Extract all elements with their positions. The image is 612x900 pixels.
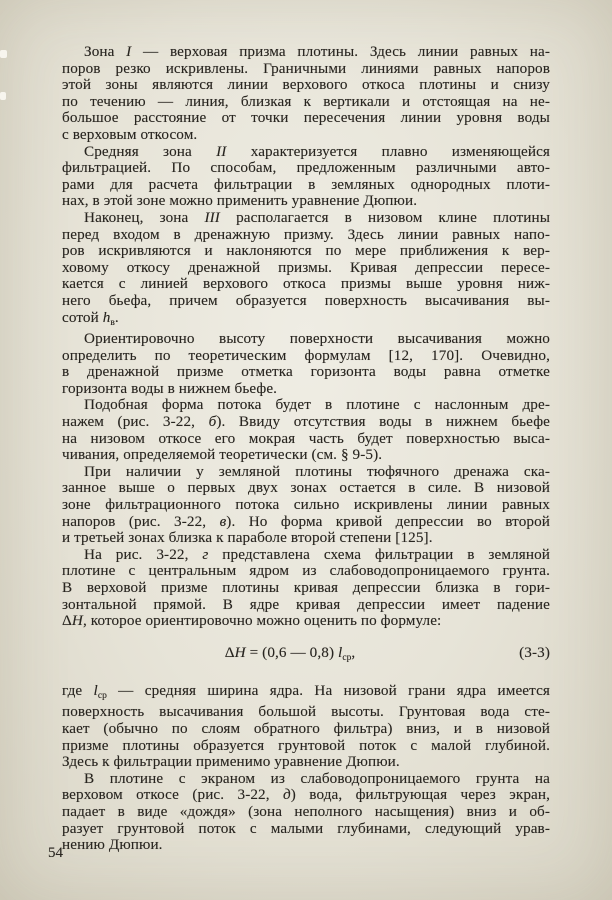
text-run: в дренажной призме отметка горизонта воды равна отметке: [62, 363, 550, 381]
text-run: на низовом откосе его мокрая часть будет поверхностью выса-: [62, 429, 550, 447]
page-number: 54: [48, 845, 63, 861]
text-run: II: [216, 142, 227, 160]
text-run: определить по теоретическим формулам [12, 170]. Очевидно,: [62, 346, 550, 364]
text-line: [62, 348, 550, 365]
text-run: верховом откосе (рис. 3-22,: [62, 786, 283, 804]
paragraph: [62, 44, 550, 144]
text-line: [62, 414, 550, 431]
text-line: [62, 77, 550, 94]
paragraph: [62, 397, 550, 463]
text-run: сотой: [62, 308, 103, 326]
text-run: При наличии у земляной плотины тюфячного дренажа ска-: [84, 462, 550, 480]
text-line: [62, 480, 550, 497]
text-run: — верховая призма плотины. Здесь линии равных на-: [131, 43, 550, 60]
text-line: [62, 44, 550, 61]
text-run: III: [204, 208, 220, 226]
text-line: [62, 61, 550, 78]
text-line: [62, 787, 550, 804]
text-run: ср: [97, 690, 107, 701]
text-run: представлена схема фильтрации в земляной: [208, 545, 550, 563]
text-run: поров резко искривлены. Граничными линиями равных напоров: [62, 59, 550, 77]
text-line: [62, 243, 550, 260]
text-run: с верховым откосом.: [62, 125, 198, 143]
text-run: большое расстояние от точки пересечения линии уровня воды: [62, 109, 550, 127]
text-run: рами для расчета фильтрации в земляных однородных плоти-: [62, 175, 550, 193]
text-run: занное выше о первых двух зонах остается в силе. В низовой: [62, 479, 550, 497]
text-run: и третьей зонах близка к параболе второй степени [125].: [62, 529, 433, 547]
text-run: В плотине с экраном из слабоводопроницаемого грунта на: [84, 769, 550, 787]
text-run: ховому откосу дренажной призмы. Кривая депрессии пересе-: [62, 258, 550, 276]
text-line: [62, 177, 550, 194]
text-run: I: [126, 43, 132, 60]
text-line: [62, 837, 550, 854]
text-run: в: [219, 512, 227, 530]
text-line: [62, 547, 550, 564]
text-run: б: [208, 413, 217, 431]
text-line: [62, 293, 550, 310]
formula-body: [225, 644, 355, 661]
text-line: [62, 704, 550, 721]
text-line: [62, 193, 550, 210]
text-line: [62, 227, 550, 244]
text-line: [62, 580, 550, 597]
text-run: зонтальной прямой. В ядре кривая депрессии имеет падение: [62, 595, 550, 613]
text-run: г: [202, 545, 209, 563]
text-run: зоне фильтрационного потока сильно искривлены линии равных: [62, 496, 550, 514]
text-run: д: [282, 786, 291, 804]
formula: [62, 644, 550, 667]
paragraph: [62, 771, 550, 854]
text-run: перед входом в дренажную призму. Здесь линии равных напо-: [62, 225, 550, 243]
text-run: где: [62, 681, 94, 699]
text-run: Здесь к фильтрации применимо уравнение Дюпюи.: [62, 753, 400, 771]
text-run: — средняя ширина ядра. На низовой грани ядра имеется: [106, 681, 550, 699]
text-line: [62, 721, 550, 738]
text-run: Наконец, зона: [84, 208, 205, 226]
text-run: кается с линией верхового откоса призмы выше уровня ниж-: [62, 275, 550, 293]
text-run: нажем (рис. 3-22,: [62, 413, 209, 431]
text-run: l: [338, 643, 343, 661]
text-line: [62, 821, 550, 838]
text-line: [62, 683, 550, 705]
text-line: [62, 597, 550, 614]
text-line: [62, 94, 550, 111]
paragraph: [62, 331, 550, 397]
text-run: располагается в низовом клине плотины: [219, 208, 550, 226]
text-run: Δ: [62, 612, 72, 630]
text-run: характеризуется плавно изменяющейся: [226, 142, 550, 160]
text-run: Зона: [84, 43, 127, 60]
text-run: чивания, определяемой теоретически (см. § 9-5).: [62, 446, 383, 464]
text-run: поверхность высачивания большой высоты. Грунтовая вода сте-: [62, 703, 550, 721]
text-line: [62, 144, 550, 161]
text-line: [62, 381, 550, 398]
text-run: напоров (рис. 3-22,: [62, 512, 220, 530]
text-run: В верховой призме плотины кривая депрессии близка в гори-: [62, 579, 550, 596]
text-line: [62, 497, 550, 514]
text-run: ров искривляются и наклоняются по мере приближения к вер-: [62, 242, 550, 260]
text-line: [62, 210, 550, 227]
text-run: этой зоны являются линии верхового откоса плотины и снизу: [62, 76, 550, 94]
paragraph: [62, 547, 550, 630]
text-line: [62, 160, 550, 177]
text-run: ). Ввиду отсутствия воды в нижнем бьефе: [216, 413, 550, 431]
text-run: по течению — линия, близкая к вертикали и отстоящая на не-: [62, 92, 550, 110]
text-run: H: [234, 643, 246, 661]
text-run: Подобная форма потока будет в плотине с наслонным дре-: [84, 396, 550, 414]
text-line: [62, 804, 550, 821]
text-run: Ориентировочно высоту поверхности высачивания можно: [84, 330, 550, 348]
scan-artifact: [0, 92, 6, 100]
text-line: [62, 364, 550, 381]
text-line: [62, 110, 550, 127]
text-run: плотине с центральным ядром из слабоводопроницаемого грунта.: [62, 562, 550, 580]
text-line: [62, 563, 550, 580]
paragraph: [62, 210, 550, 331]
text-line: [62, 276, 550, 293]
text-run: в: [110, 317, 115, 328]
text-run: h: [102, 308, 111, 326]
text-run: = (0,6 — 0,8): [245, 643, 339, 661]
text-run: разует грунтовой поток с малыми глубинами, следующий урав-: [62, 819, 550, 837]
text-run: нению Дюпюи.: [62, 836, 163, 854]
text-line: [62, 127, 550, 144]
text-run: ср: [342, 652, 352, 663]
paragraph: [62, 464, 550, 547]
text-line: [62, 464, 550, 481]
text-run: кает (обычно по слоям обратного фильтра) вниз, и в низовой: [62, 719, 550, 737]
text-run: , которое ориентировочно можно оценить по формуле:: [82, 612, 442, 630]
text-run: Δ: [224, 643, 235, 661]
text-line: [62, 613, 550, 630]
text-run: падает в виде «дождя» (зона неполного насыщения) вниз и об-: [62, 802, 550, 820]
text-line: [62, 260, 550, 277]
text-line: [62, 447, 550, 464]
text-line: [62, 514, 550, 531]
text-run: горизонта воды в нижнем бьефе.: [62, 379, 278, 397]
text-run: нах, в этой зоне можно применить уравнение Дюпюи.: [62, 192, 418, 210]
scan-artifact: [0, 50, 7, 58]
text-run: l: [93, 681, 98, 699]
text-run: H: [71, 612, 83, 630]
text-run: ) вода, фильтрующая через экран,: [290, 786, 550, 804]
text-run: призме плотины образуется грунтовой поток с малой глубиной.: [62, 736, 550, 754]
text-run: На рис. 3-22,: [84, 545, 203, 563]
text-run: Средняя зона: [84, 142, 217, 160]
text-line: [62, 431, 550, 448]
text-line: [62, 397, 550, 414]
text-run: него бьефа, причем образуется поверхность высачивания вы-: [62, 291, 550, 309]
paragraph: [62, 683, 550, 771]
paragraph: [62, 144, 550, 210]
text-run: ,: [351, 643, 356, 661]
text-block: [62, 44, 550, 854]
text-line: [62, 331, 550, 348]
text-line: [62, 310, 550, 332]
text-run: ). Но форма кривой депрессии во второй: [226, 512, 551, 530]
text-line: [62, 530, 550, 547]
text-run: фильтрацией. По способам, предложенным различными авто-: [62, 159, 550, 177]
text-line: [62, 754, 550, 771]
text-run: .: [114, 308, 119, 326]
formula-number: (3-3): [519, 643, 550, 661]
text-line: [62, 771, 550, 788]
text-line: [62, 738, 550, 755]
